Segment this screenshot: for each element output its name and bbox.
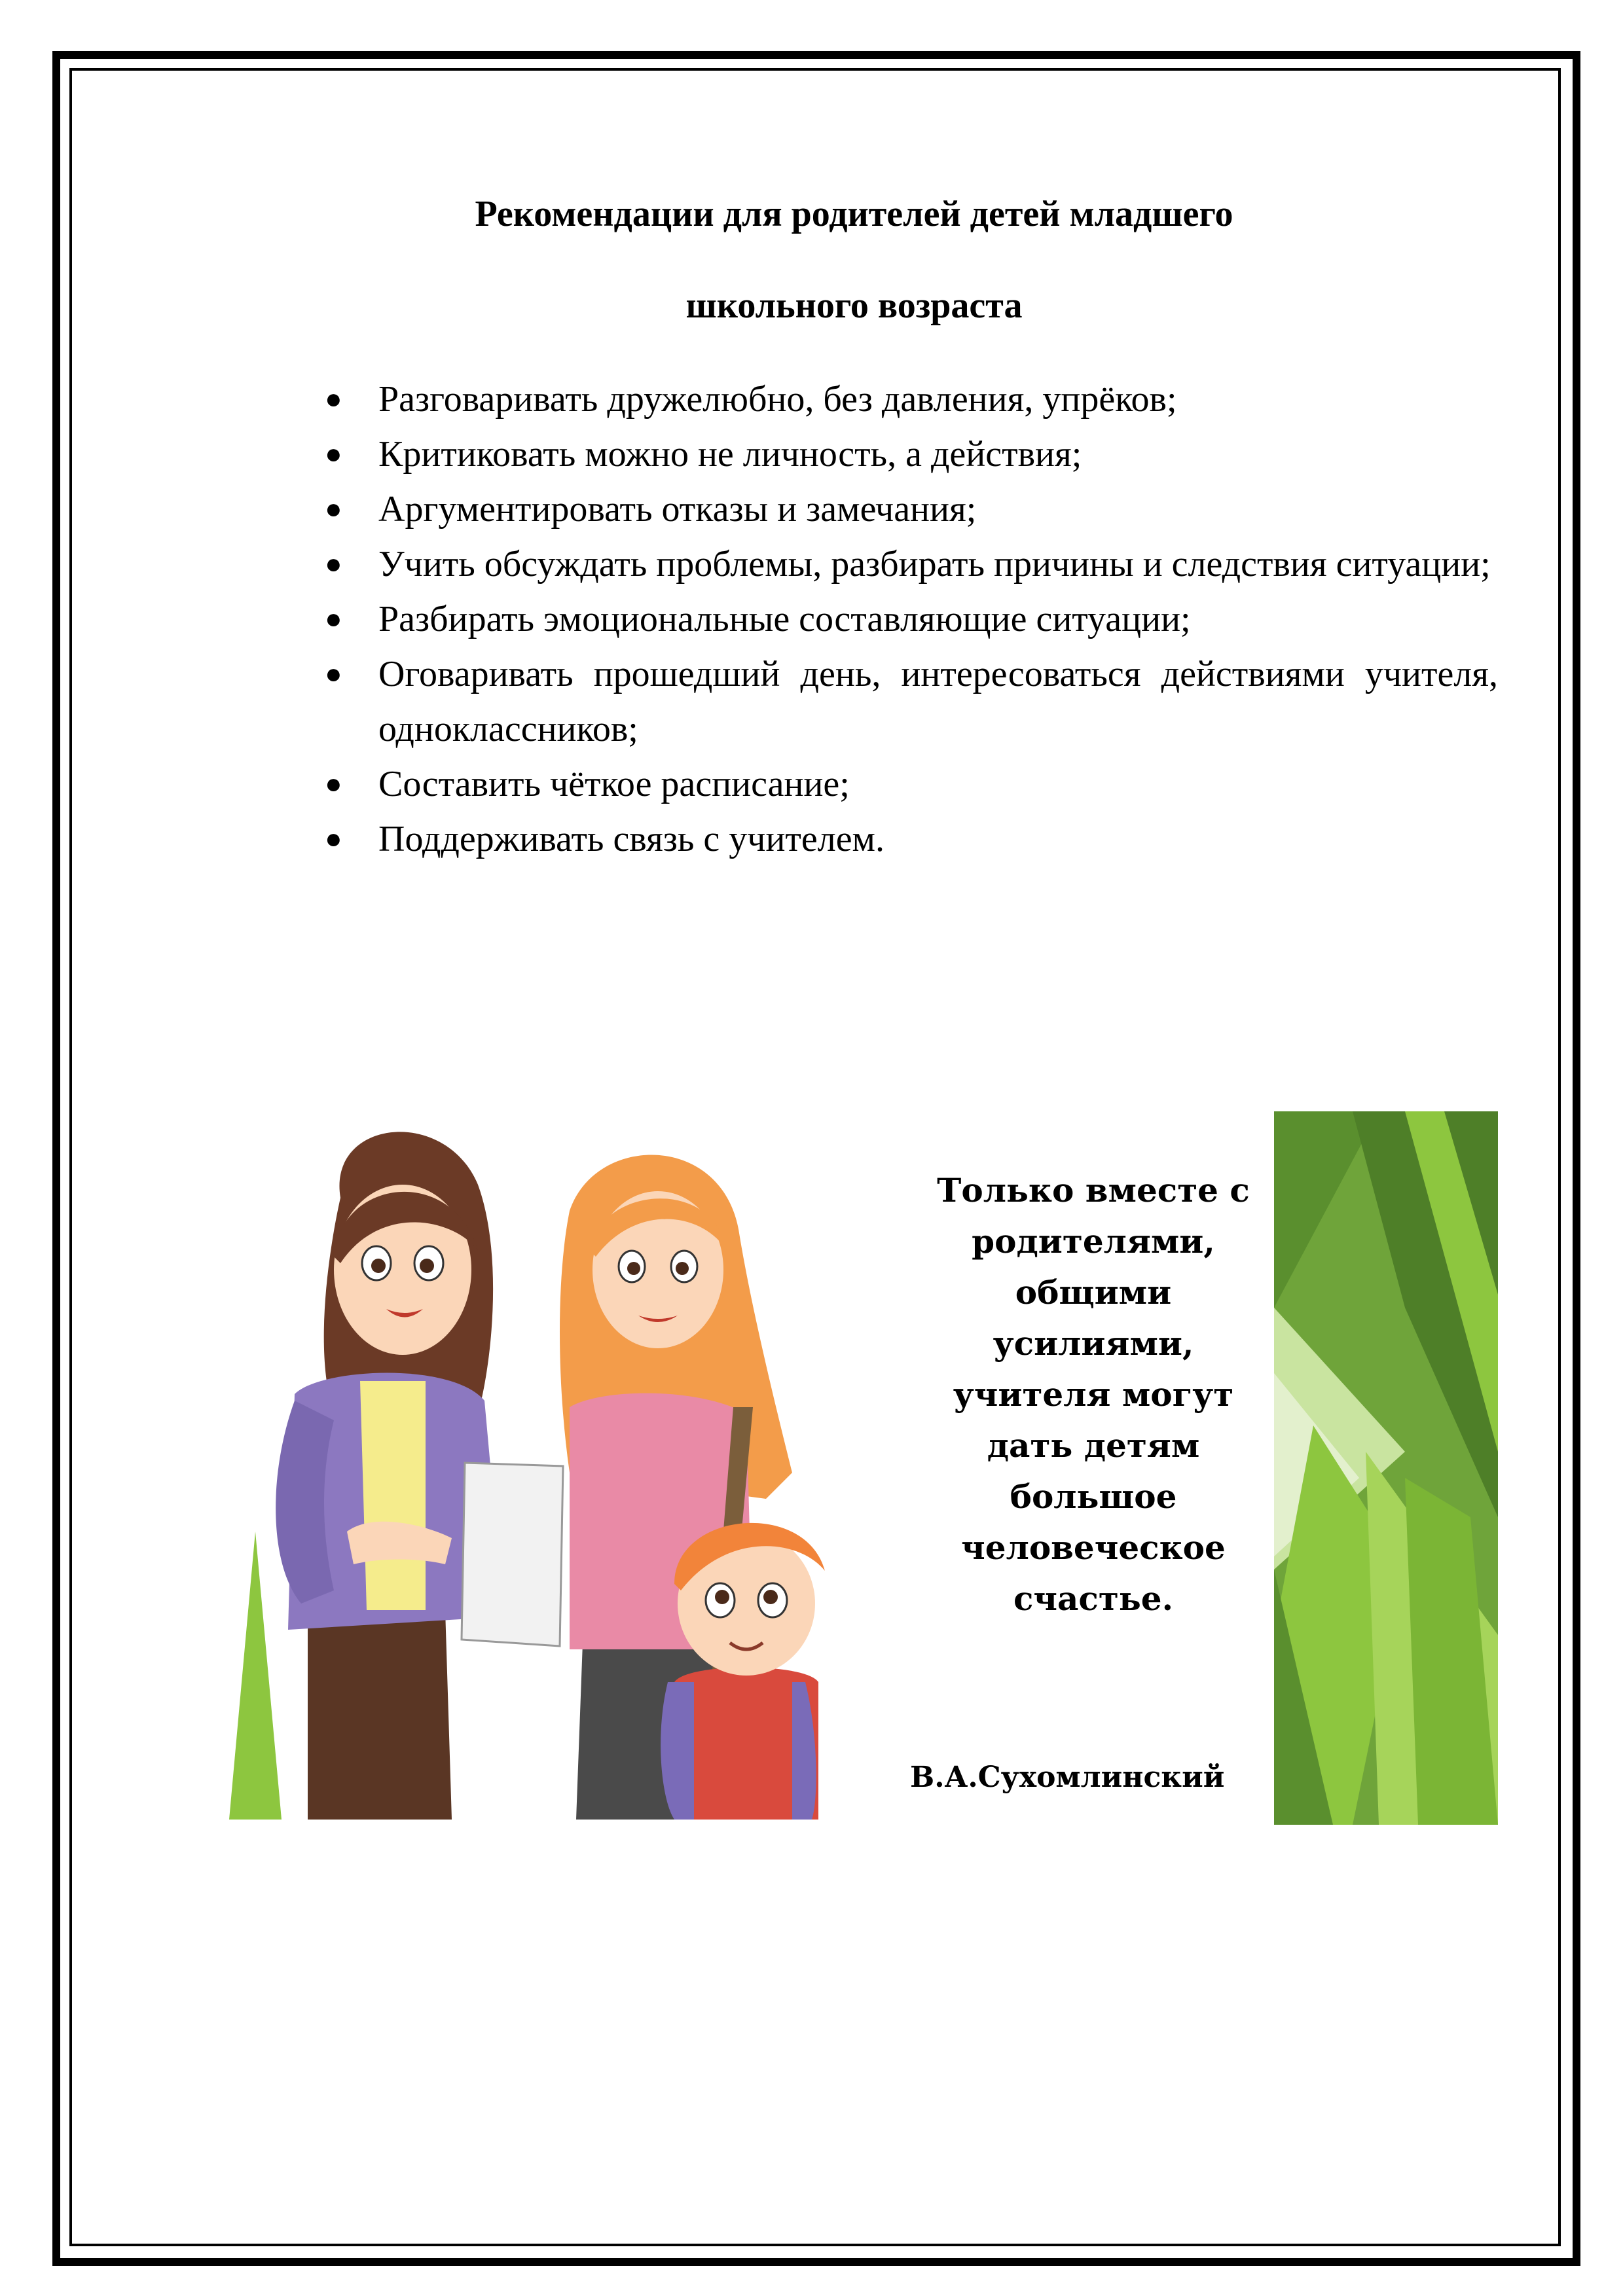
list-item-text: Аргументировать отказы и замечания; [378, 489, 977, 529]
green-triangles-decoration-icon [1274, 1111, 1498, 1825]
list-item [325, 812, 1498, 867]
list-item-text: Составить чёткое расписание; [378, 764, 850, 804]
bullet-icon: ● [325, 383, 342, 415]
list-item [325, 592, 1498, 647]
paper-sheet [462, 1463, 563, 1646]
list-item-text: Разговаривать дружелюбно, без давления, упрёков; [378, 379, 1177, 420]
quote-line: родителями, [972, 1222, 1215, 1261]
list-item [325, 757, 1498, 812]
quote-line: усилиями, [993, 1324, 1194, 1363]
quote-line: счастье. [1013, 1579, 1174, 1618]
bullet-icon: ● [325, 823, 342, 855]
recommendations-list [325, 372, 1498, 867]
list-item [325, 427, 1498, 482]
bullet-icon: ● [325, 493, 342, 525]
bullet-icon: ● [325, 658, 342, 690]
teacher-mother-child-illustration-icon [229, 1106, 897, 1820]
list-item-text: Критиковать можно не личность, а действия; [378, 434, 1082, 475]
quote-line: общими [1015, 1273, 1172, 1312]
list-item [325, 372, 1498, 427]
list-item [325, 482, 1498, 537]
quote-line: Только вместе с [937, 1171, 1250, 1210]
quote-line: учителя могут [953, 1375, 1234, 1414]
list-item [325, 537, 1498, 592]
bullet-icon: ● [325, 603, 342, 635]
list-item-text: Поддерживать связь с учителем. [378, 819, 884, 859]
bullet-icon: ● [325, 768, 342, 800]
list-item-text: Оговаривать прошедший день, интересоваться действиями учителя, одноклассников; [378, 654, 1498, 749]
page-title-line-1: Рекомендации для родителей детей младшего [475, 194, 1233, 234]
list-item-text: Учить обсуждать проблемы, разбирать причины и следствия ситуации; [378, 544, 1491, 584]
quote-author: В.А.Сухомлинский [910, 1761, 1225, 1794]
list-item [325, 647, 1498, 757]
quote-block [903, 1165, 1283, 1624]
quote-line: человеческое [961, 1528, 1226, 1567]
left-triangle-decoration [229, 1532, 282, 1820]
list-item-text: Разбирать эмоциональные составляющие ситуации; [378, 599, 1191, 639]
quote-line: дать детям [987, 1426, 1200, 1465]
page-title-line-2: школьного возраста [685, 285, 1023, 326]
bullet-icon: ● [325, 548, 342, 580]
bullet-icon: ● [325, 438, 342, 470]
quote-line: большое [1010, 1477, 1177, 1516]
